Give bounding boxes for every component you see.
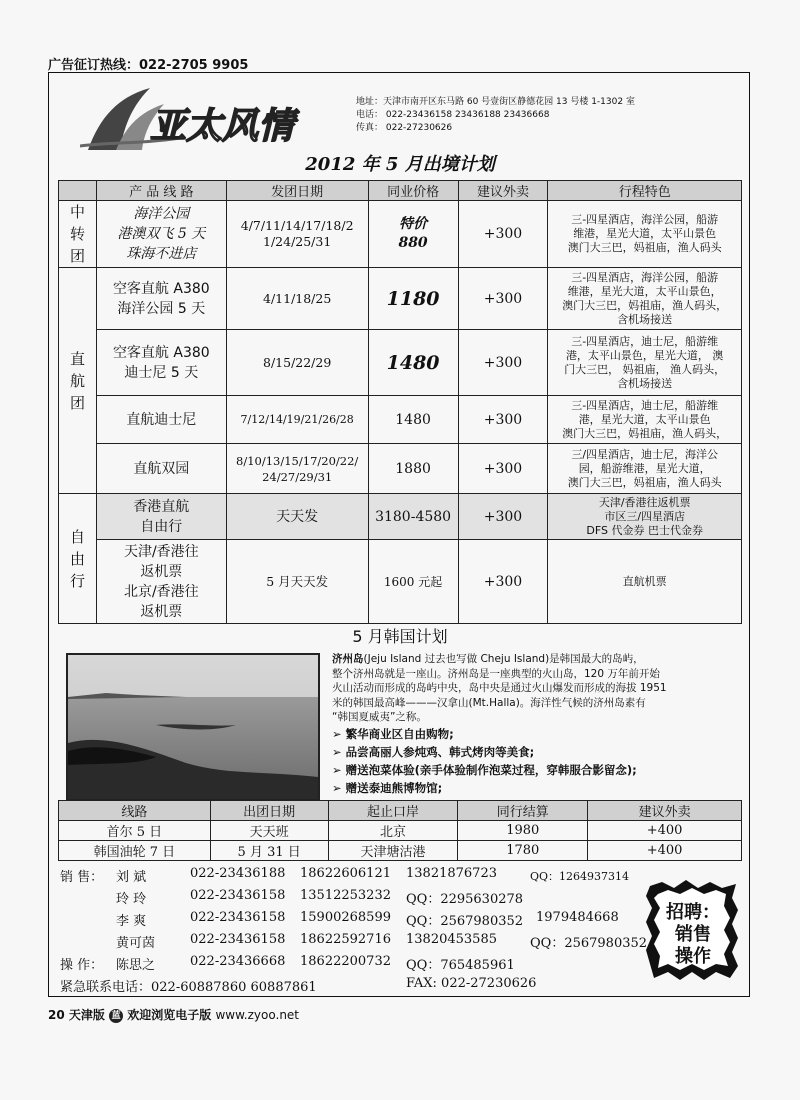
table-row bbox=[59, 201, 742, 268]
korea-plan-table bbox=[58, 800, 742, 861]
route-cell bbox=[96, 494, 226, 540]
header-suggest: 建议外卖 bbox=[588, 801, 742, 821]
suggest-cell: +300 bbox=[458, 396, 548, 444]
page-number: 20 天津版 bbox=[48, 1008, 105, 1022]
dates-line: 24/27/29/31 bbox=[262, 469, 333, 484]
suggest-cell: +300 bbox=[458, 444, 548, 494]
contact-address-block bbox=[356, 96, 635, 135]
table-row bbox=[59, 540, 742, 624]
footer-welcome: 欢迎浏览电子版 bbox=[127, 1008, 212, 1022]
group-ziyou bbox=[59, 494, 97, 624]
contact-tel: 022-23436158 bbox=[190, 888, 286, 903]
features-cell bbox=[548, 330, 742, 396]
feature-line: 维港，星光大道，太平山景色， bbox=[567, 284, 722, 298]
contact-mobile: 18622200732 bbox=[300, 954, 391, 969]
feature-line: 园，船游维港，星光大道， bbox=[578, 461, 711, 475]
desc-line-1: 整个济州岛就是一座山。济州岛是一座典型的火山岛，120 万年前开始 bbox=[332, 667, 660, 680]
dates-line: 4/7/11/14/17/18/2 bbox=[240, 218, 354, 233]
jeju-description bbox=[332, 652, 742, 725]
contact-extra: 1979484668 bbox=[536, 910, 619, 925]
feature-line: 三-四星酒店，海洋公园，船游 bbox=[571, 270, 719, 284]
route-cell bbox=[96, 201, 226, 268]
desc-line-0: (Jeju Island 过去也写做 Cheju Island)是韩国最大的岛屿， bbox=[363, 653, 644, 665]
table-row bbox=[59, 821, 742, 841]
route-cell bbox=[96, 540, 226, 624]
recruit-line: 招聘： bbox=[666, 902, 720, 923]
jeju-coast-photo bbox=[66, 653, 320, 801]
price-label: 特价 bbox=[399, 216, 428, 232]
cell-suggest: +400 bbox=[588, 841, 742, 861]
page-footer bbox=[48, 1006, 299, 1023]
bullet-arrow-icon: ➢ bbox=[332, 763, 342, 777]
fax-number: FAX: 022-27230626 bbox=[406, 976, 537, 991]
ad-hotline: 广告征订热线：022-2705 9905 bbox=[48, 58, 249, 73]
dates-line: 天天发 bbox=[276, 508, 319, 525]
contact-name: 玲 玲 bbox=[116, 892, 147, 907]
bullet-text: 赠送泰迪熊博物馆; bbox=[345, 781, 443, 795]
dates-line: 1/24/25/31 bbox=[263, 234, 332, 249]
price-cell: 1600 元起 bbox=[368, 540, 458, 624]
features-cell bbox=[548, 396, 742, 444]
features-cell bbox=[548, 444, 742, 494]
group-zhongzhuan bbox=[59, 201, 97, 268]
agency-logo bbox=[80, 86, 320, 156]
bullet-text: 品尝高丽人参炖鸡、韩式烤肉等美食; bbox=[345, 745, 535, 759]
features-cell bbox=[548, 268, 742, 330]
bullet-arrow-icon: ➢ bbox=[332, 745, 342, 759]
feature-line: 直航机票 bbox=[622, 574, 667, 588]
route-line: 港澳双飞 5 天 bbox=[117, 226, 206, 242]
price-cell: 3180-4580 bbox=[368, 494, 458, 540]
suggest-cell: +300 bbox=[458, 201, 548, 268]
recruit-line: 操作 bbox=[675, 946, 711, 967]
route-line: 迪士尼 5 天 bbox=[124, 364, 199, 381]
contact-qq: QQ：1264937314 bbox=[530, 870, 630, 883]
edition-badge-icon: 蓝 bbox=[109, 1009, 123, 1023]
cell-route: 首尔 5 日 bbox=[59, 821, 211, 841]
route-line: 北京/香港往 bbox=[123, 583, 199, 600]
features-cell bbox=[548, 540, 742, 624]
header-features: 行程特色 bbox=[548, 181, 742, 201]
dates-cell bbox=[226, 444, 368, 494]
route-line: 自由行 bbox=[140, 518, 183, 535]
contact-extra: 13820453585 bbox=[406, 932, 497, 947]
contact-qq: QQ：2567980352 bbox=[530, 936, 648, 951]
feature-line: 三/四星酒店，迪士尼，海洋公 bbox=[571, 447, 719, 461]
route-line: 空客直航 A380 bbox=[112, 280, 210, 297]
contact-name: 李 爽 bbox=[116, 914, 147, 929]
feature-line: 澳门大三巴，妈祖庙，渔人码头 bbox=[567, 475, 722, 489]
bullet-arrow-icon: ➢ bbox=[332, 727, 342, 741]
price-cell: 1180 bbox=[368, 268, 458, 330]
dates-line: 7/12/14/19/21/26/28 bbox=[240, 412, 354, 426]
table-row bbox=[59, 494, 742, 540]
bullet-item bbox=[332, 780, 752, 797]
desc-line-3: 米的韩国最高峰———汉拿山(Mt.Halla)。海洋性气候的济州岛素有 bbox=[332, 696, 646, 709]
route-line: 返机票 bbox=[140, 563, 183, 580]
feature-line: 维港，星光大道，太平山景色 bbox=[573, 227, 717, 240]
feature-line: 市区三/四星酒店 bbox=[604, 509, 686, 523]
feature-line: 门大三巴， 妈祖庙， 渔人码头， bbox=[564, 362, 726, 376]
header-settlement: 同行结算 bbox=[458, 801, 588, 821]
cell-ports: 天津塘沽港 bbox=[328, 841, 458, 861]
suggest-cell: +300 bbox=[458, 494, 548, 540]
korea-plan-title: 5 月韩国计划 bbox=[352, 627, 448, 646]
table-row bbox=[59, 841, 742, 861]
feature-line: 含机场接送 bbox=[617, 312, 673, 326]
cell-suggest: +400 bbox=[588, 821, 742, 841]
contact-tel: 022-23436158 bbox=[190, 910, 286, 925]
desc-line bbox=[332, 652, 742, 667]
route-line: 珠海不进店 bbox=[126, 246, 197, 262]
header-price: 同业价格 bbox=[368, 181, 458, 201]
cell-route: 韩国油轮 7 日 bbox=[59, 841, 211, 861]
dates-line: 4/11/18/25 bbox=[263, 290, 332, 306]
dates-line: 8/15/22/29 bbox=[263, 354, 332, 370]
route-line: 海洋公园 bbox=[133, 206, 190, 222]
cell-dates: 天天班 bbox=[210, 821, 328, 841]
route-line: 天津/香港往 bbox=[123, 543, 199, 560]
suggest-cell: +300 bbox=[458, 330, 548, 396]
group-zhihang bbox=[59, 268, 97, 494]
price-cell bbox=[368, 201, 458, 268]
header-suggest: 建议外卖 bbox=[458, 181, 548, 201]
ops-label: 操 作： bbox=[60, 958, 104, 973]
emergency-phone: 紧急联系电话：022-60887860 60887861 bbox=[60, 980, 317, 995]
bullet-item bbox=[332, 762, 752, 779]
dates-cell bbox=[226, 540, 368, 624]
cell-dates: 5 月 31 日 bbox=[210, 841, 328, 861]
table-header-row bbox=[59, 181, 742, 201]
contact-mobile: 15900268599 bbox=[300, 910, 391, 925]
suggest-cell: +300 bbox=[458, 540, 548, 624]
group-label: 自 由 行 bbox=[69, 527, 85, 590]
table-row bbox=[59, 268, 742, 330]
feature-line: 澳门大三巴，妈祖庙，渔人码头， bbox=[562, 298, 728, 312]
contact-name: 黄可茵 bbox=[116, 936, 156, 951]
cell-ports: 北京 bbox=[328, 821, 458, 841]
desc-line-2: 火山活动而形成的岛屿中央，岛中央是通过火山爆发而形成的海拔 1951 bbox=[332, 682, 667, 694]
feature-line: 澳门大三巴，妈祖庙，渔人码头 bbox=[567, 241, 722, 254]
route-line: 直航双园 bbox=[133, 460, 190, 477]
feature-line: 含机场接送 bbox=[617, 376, 673, 390]
fax-line: 传真： 022-27230626 bbox=[356, 123, 453, 133]
dates-cell bbox=[226, 268, 368, 330]
features-cell bbox=[548, 494, 742, 540]
sales-label: 销 售： bbox=[60, 870, 104, 885]
price-value: 880 bbox=[398, 235, 428, 251]
dates-cell bbox=[226, 330, 368, 396]
feature-line: 三-四星酒店，迪士尼，船游维 bbox=[571, 334, 719, 348]
header-dates: 出团日期 bbox=[210, 801, 328, 821]
contact-name: 刘 斌 bbox=[116, 870, 147, 885]
group-label: 直 航 团 bbox=[69, 349, 85, 412]
header-ports: 起止口岸 bbox=[328, 801, 458, 821]
bullet-text: 繁华商业区自由购物; bbox=[345, 727, 454, 741]
feature-line: 天津/香港往返机票 bbox=[598, 495, 691, 509]
header-route: 产 品 线 路 bbox=[96, 181, 226, 201]
table-row bbox=[59, 330, 742, 396]
contact-extra: 13821876723 bbox=[406, 866, 497, 881]
outbound-plan-table bbox=[58, 180, 742, 624]
route-line: 海洋公园 5 天 bbox=[117, 300, 206, 317]
phone-line: 电话： 022-23436158 23436188 23436668 bbox=[356, 110, 550, 120]
plan-title: 2012 年 5 月出境计划 bbox=[305, 154, 495, 175]
contact-mobile: 13512253232 bbox=[300, 888, 391, 903]
dates-line: 5 月天天发 bbox=[266, 573, 329, 589]
features-cell bbox=[548, 201, 742, 268]
contact-tel: 022-23436188 bbox=[190, 866, 286, 881]
feature-line: 港，太平山景色，星光大道， 澳 bbox=[565, 348, 724, 362]
recruit-text bbox=[658, 902, 728, 968]
route-cell bbox=[96, 330, 226, 396]
logo-text: 亚太风情 bbox=[150, 105, 295, 147]
route-line: 空客直航 A380 bbox=[112, 344, 210, 361]
dates-line: 8/10/13/15/17/20/22/ bbox=[236, 453, 359, 468]
route-cell bbox=[96, 268, 226, 330]
suggest-cell: +300 bbox=[458, 268, 548, 330]
route-cell bbox=[96, 444, 226, 494]
route-line: 返机票 bbox=[140, 603, 183, 620]
header-route: 线路 bbox=[59, 801, 211, 821]
feature-line: DFS 代金券 巴士代金券 bbox=[586, 523, 703, 537]
cell-settlement: 1780 bbox=[458, 841, 588, 861]
route-cell bbox=[96, 396, 226, 444]
group-label: 中 转 团 bbox=[69, 203, 85, 265]
contact-tel: 022-23436668 bbox=[190, 954, 286, 969]
table-row bbox=[59, 444, 742, 494]
contact-name: 陈思之 bbox=[116, 958, 156, 973]
dates-cell bbox=[226, 201, 368, 268]
contact-tel: 022-23436158 bbox=[190, 932, 286, 947]
contact-mobile: 18622592716 bbox=[300, 932, 391, 947]
dates-cell bbox=[226, 494, 368, 540]
desc-lead: 济州岛 bbox=[332, 653, 364, 665]
cell-settlement: 1980 bbox=[458, 821, 588, 841]
dates-cell bbox=[226, 396, 368, 444]
contact-mobile: 18622606121 bbox=[300, 866, 391, 881]
contact-qq: QQ：765485961 bbox=[406, 958, 515, 973]
table-header-row bbox=[59, 801, 742, 821]
feature-line: 三-四星酒店，海洋公园，船游 bbox=[571, 213, 719, 226]
website-link[interactable]: www.zyoo.net bbox=[215, 1008, 300, 1022]
table-row bbox=[59, 396, 742, 444]
route-line: 直航迪士尼 bbox=[126, 411, 197, 428]
route-line: 香港直航 bbox=[133, 498, 190, 515]
bullet-text: 赠送泡菜体验(亲手体验制作泡菜过程，穿韩服合影留念); bbox=[345, 763, 637, 777]
bullet-arrow-icon: ➢ bbox=[332, 781, 342, 795]
feature-line: 港，星光大道，太平山景色 bbox=[578, 412, 711, 426]
price-cell: 1480 bbox=[368, 396, 458, 444]
price-cell: 1480 bbox=[368, 330, 458, 396]
feature-line: 三-四星酒店，迪士尼，船游维 bbox=[571, 398, 719, 412]
price-cell: 1880 bbox=[368, 444, 458, 494]
feature-line: 澳门大三巴，妈祖庙，渔人码头， bbox=[562, 426, 728, 440]
bullet-item bbox=[332, 726, 752, 743]
header-dates: 发团日期 bbox=[226, 181, 368, 201]
bullet-item bbox=[332, 744, 752, 761]
header-group bbox=[59, 181, 97, 201]
desc-line-4: “韩国夏威夷”之称。 bbox=[332, 711, 427, 723]
contact-qq: QQ：2567980352 bbox=[406, 914, 524, 929]
recruit-line: 销售 bbox=[675, 924, 711, 945]
address-line: 地址：天津市南开区东马路 60 号壹街区静德花园 13 号楼 1-1302 室 bbox=[356, 97, 635, 107]
contact-qq: QQ：2295630278 bbox=[406, 892, 524, 907]
